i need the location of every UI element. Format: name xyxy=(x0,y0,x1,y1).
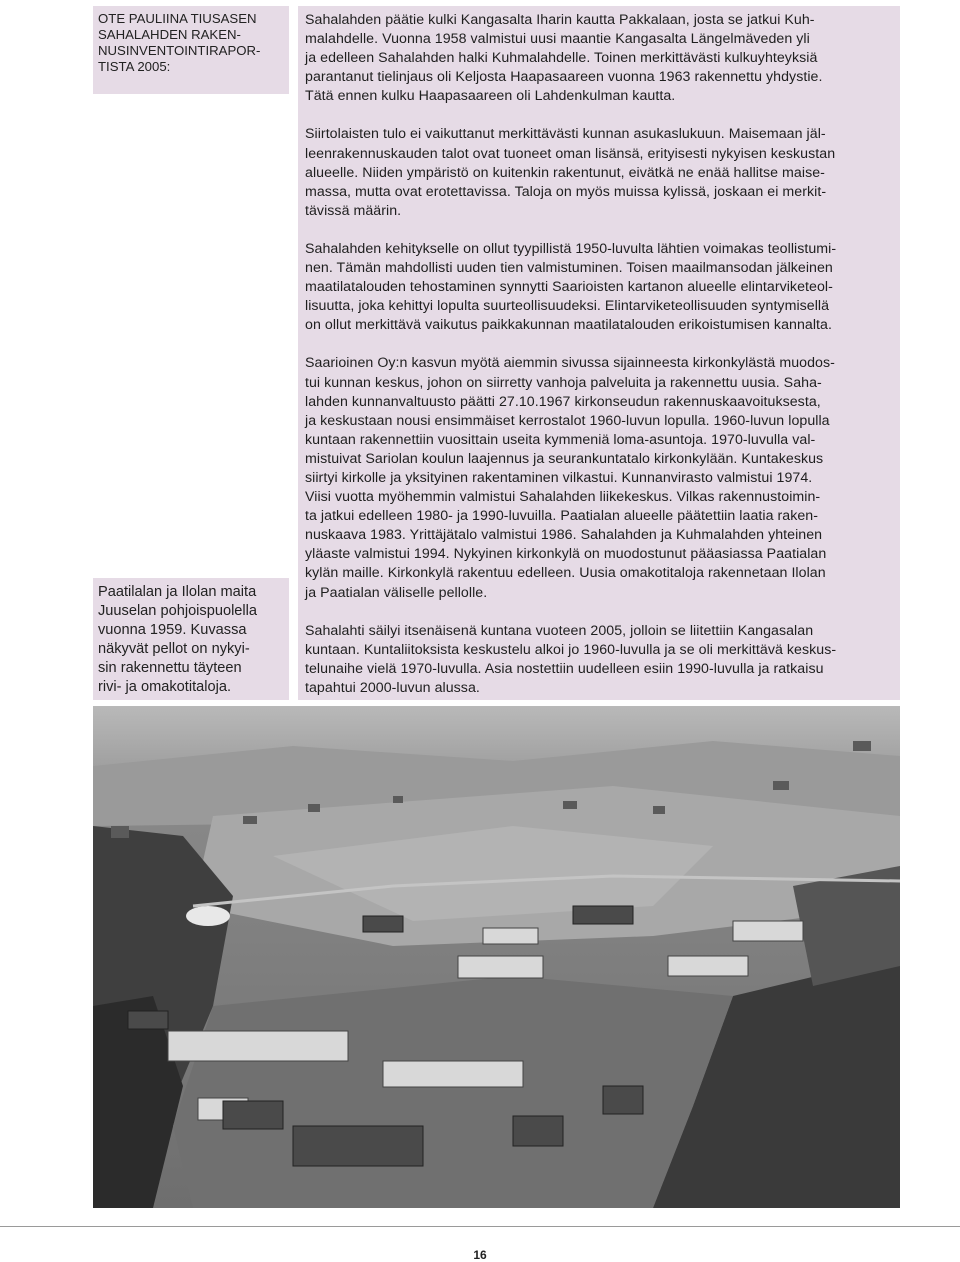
article-paragraph-1: Sahalahden päätie kulki Kangasalta Iharin kautta Pakkalaan, josta se jatkui Kuh- malahdelle. Vuonna 1958 valmistui uusi maantie Kangasalta Längelmäveden yli ja edelleen Sahalahden halki Kuhmalahdelle. Toinen merkittävästi kulkuyhteyksiä parantanut tielinjaus oli Keljosta Haapasaareen vuonna 1963 rakennettu yhdystie. Tätä ennen kulku Haapasaareen oli Lahdenkulman kautta. xyxy=(305,12,823,105)
photo-caption-box xyxy=(93,578,289,700)
article-paragraph-4: Saarioinen Oy:n kasvun myötä aiemmin sivussa sijainneesta kirkonkylästä muodos- tui kunnan keskus, johon on siirretty vanhoja palveluita ja rakennettu uusia. Saha- lahden kunnanvaltuusto päätti 27.10.1967 kirkonseudun rakennuskaavoituksesta, ja keskustaan nousi ensimmäiset kerrostalot 1960-luvun lopulla. 1960-luvun lopulla kuntaan rakennettiin vuosittain useita kymmeniä loma-asuntoja. 1970-luvulla val- mistuivat Sariolan koulun laajennus ja seurankuntatalo kirkonkylään. Kuntakeskus siirtyi kirkolle ja yksityinen rakentaminen vilkastui. Kunnanvirasto valmistui 1974. Viisi vuotta myöhemmin valmistui Sahalahden liikekeskus. Vilkas rakennustoimin- ta jatkui edelleen 1980- ja 1990-luvuilla. Paatialan alueelle päätettiin laatia raken- nuskaava 1983. Yrittäjätalo valmistui 1986. Sahalahden ja Kuhmalahden yhteinen yläaste valmistui 1994. Nykyinen kirkonkylä on muodostunut pääasiassa Paatialan kylän maille. Kirkonkylä rakentuu edelleen. Uusia omakotitaloja rakennetaan Ilolan ja Paatialan väliselle pellolle. xyxy=(305,355,835,601)
page-number: 16 xyxy=(473,1248,487,1262)
aerial-photo xyxy=(93,706,900,1208)
footer-rule xyxy=(0,1226,960,1227)
article-paragraph-2: Siirtolaisten tulo ei vaikuttanut merkittävästi kunnan asukaslukuun. Maisemaan jäl- leenrakennuskauden talot ovat tuoneet oman lisänsä, erityisesti nykyisen keskustan alueelle. Niiden ympäristö on kuitenkin rakentunut, eivätkä ne enää hallitse maise- massa, mutta ovat erotettavissa. Taloja on myös muissa kylissä, joskaan ei merkit- tävissä määrin. xyxy=(305,126,836,219)
aerial-photo-drawing xyxy=(93,706,900,1208)
article-paragraph-5: Sahalahti säilyi itsenäisenä kuntana vuoteen 2005, jolloin se liitettiin Kangasalan kuntaan. Kuntaliitoksista keskustelu alkoi jo 1960-luvulla ja se oli merkittävä keskus- telunaihe vielä 1970-luvulla. Asia nostettiin uudelleen esiin 1990-luvulla ja ratkaisu tapahtui 2000-luvun alussa. xyxy=(305,622,837,696)
photo-caption: Paatilalan ja Ilolan maita Juuselan pohjoispuolella vuonna 1959. Kuvassa näkyvät pellot on nykyi- sin rakennettu täyteen rivi- ja omakotitaloja. xyxy=(98,584,258,695)
article-paragraph-3: Sahalahden kehitykselle on ollut tyypillistä 1950-luvulta lähtien voimakas teollistumi- nen. Tämän mahdollisti uuden tien valmistuminen. Toisen maailmansodan jälkeinen maatilatalouden tehostaminen synnytti Saarioisten kartanon alueelle elintarviketeol- lisuutta, joka kehittyi lopulta suurteollisuudeksi. Elintarviketeollisuuden syntymisellä on ollut merkittävä vaikutus paikkakunnan maatilatalouden erikoistumisen kannalta. xyxy=(305,240,837,334)
sidebar-heading-box xyxy=(93,6,289,94)
sidebar-heading: OTE PAULIINA TIUSASEN SAHALAHDEN RAKEN- NUSINVENTOINTIRAPOR- TISTA 2005: xyxy=(98,11,261,74)
article-text-box xyxy=(298,6,900,700)
